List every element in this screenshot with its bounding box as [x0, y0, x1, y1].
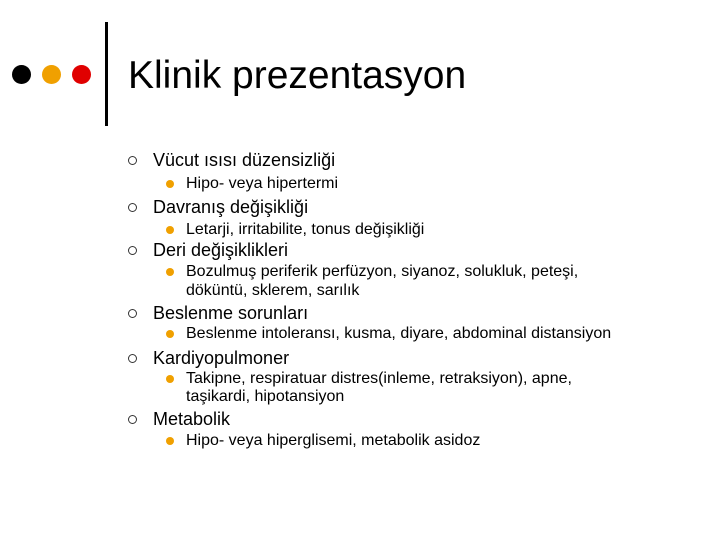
hollow-circle-bullet-icon [128, 415, 137, 424]
list-item: Metabolik [153, 409, 231, 429]
orange-bullet-icon [166, 180, 174, 188]
list-item: Kardiyopulmoner [153, 348, 290, 368]
orange-bullet-icon [166, 375, 174, 383]
sub-item-continuation: döküntü, sklerem, sarılık [186, 282, 360, 299]
red-dot-icon [72, 65, 91, 84]
list-item: Beslenme sorunları [153, 303, 309, 323]
slide-title: Klinik prezentasyon [128, 54, 467, 97]
list-item: Vücut ısısı düzensizliği [153, 150, 336, 170]
list-item: Davranış değişikliği [153, 197, 309, 217]
black-dot-icon [12, 65, 31, 84]
orange-bullet-icon [166, 226, 174, 234]
hollow-circle-bullet-icon [128, 246, 137, 255]
hollow-circle-bullet-icon [128, 354, 137, 363]
orange-bullet-icon [166, 330, 174, 338]
orange-dot-icon [42, 65, 61, 84]
orange-bullet-icon [166, 437, 174, 445]
orange-bullet-icon [166, 268, 174, 276]
sub-item-continuation: taşikardi, hipotansiyon [186, 388, 345, 405]
sub-item: Hipo- veya hipertermi [186, 175, 339, 192]
hollow-circle-bullet-icon [128, 156, 137, 165]
sub-item: Bozulmuş periferik perfüzyon, siyanoz, solukluk, peteşi, [186, 263, 579, 280]
title-divider [105, 22, 108, 126]
sub-item: Takipne, respiratuar distres(inleme, retraksiyon), apne, [186, 370, 572, 387]
sub-item: Letarji, irritabilite, tonus değişikliği [186, 221, 425, 238]
sub-item: Hipo- veya hiperglisemi, metabolik asidoz [186, 432, 481, 449]
hollow-circle-bullet-icon [128, 309, 137, 318]
sub-item: Beslenme intoleransı, kusma, diyare, abdominal distansiyon [186, 325, 612, 342]
hollow-circle-bullet-icon [128, 203, 137, 212]
list-item: Deri değişiklikleri [153, 240, 289, 260]
